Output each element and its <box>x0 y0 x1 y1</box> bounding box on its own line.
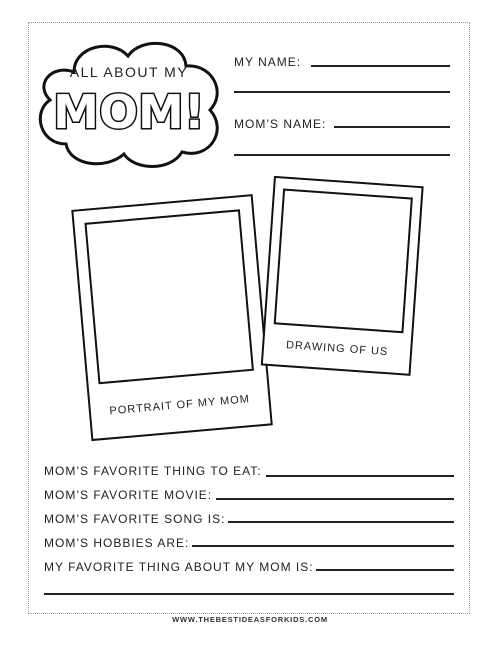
my-name-line[interactable] <box>311 65 450 67</box>
drawing-caption: DRAWING OF US <box>285 339 389 359</box>
favorite-thing-label: MY FAVORITE THING ABOUT MY MOM IS: <box>44 560 314 574</box>
favorite-song-label: MOM’S FAVORITE SONG IS: <box>44 512 226 526</box>
drawing-photo-area[interactable] <box>275 190 412 333</box>
my-name-line-2[interactable] <box>234 91 450 93</box>
hobbies-label: MOM’S HOBBIES ARE: <box>44 536 190 550</box>
favorite-thing-line-2[interactable] <box>44 593 454 595</box>
my-name-label: MY NAME: <box>234 55 302 69</box>
favorite-song-line[interactable] <box>228 521 454 523</box>
hobbies-line[interactable] <box>192 545 454 547</box>
favorite-movie-label: MOM’S FAVORITE MOVIE: <box>44 488 213 502</box>
moms-name-line-2[interactable] <box>234 154 450 156</box>
favorite-food-line[interactable] <box>266 475 454 477</box>
drawing-frame <box>254 172 434 387</box>
favorite-food-label: MOM’S FAVORITE THING TO EAT: <box>44 464 262 478</box>
footer-website: WWW.THEBESTIDEASFORKIDS.COM <box>172 615 328 624</box>
favorite-movie-line[interactable] <box>216 498 454 500</box>
cloud-title-line1: ALL ABOUT MY <box>69 64 189 80</box>
moms-name-line[interactable] <box>334 126 450 128</box>
moms-name-label: MOM’S NAME: <box>234 117 327 131</box>
favorite-thing-line[interactable] <box>316 569 454 571</box>
mom-bubble-letters: MOM! <box>53 85 205 139</box>
portrait-caption: PORTRAIT OF MY MOM <box>109 393 251 418</box>
mom-bubble-text <box>34 80 224 140</box>
portrait-photo-area[interactable] <box>86 210 253 383</box>
